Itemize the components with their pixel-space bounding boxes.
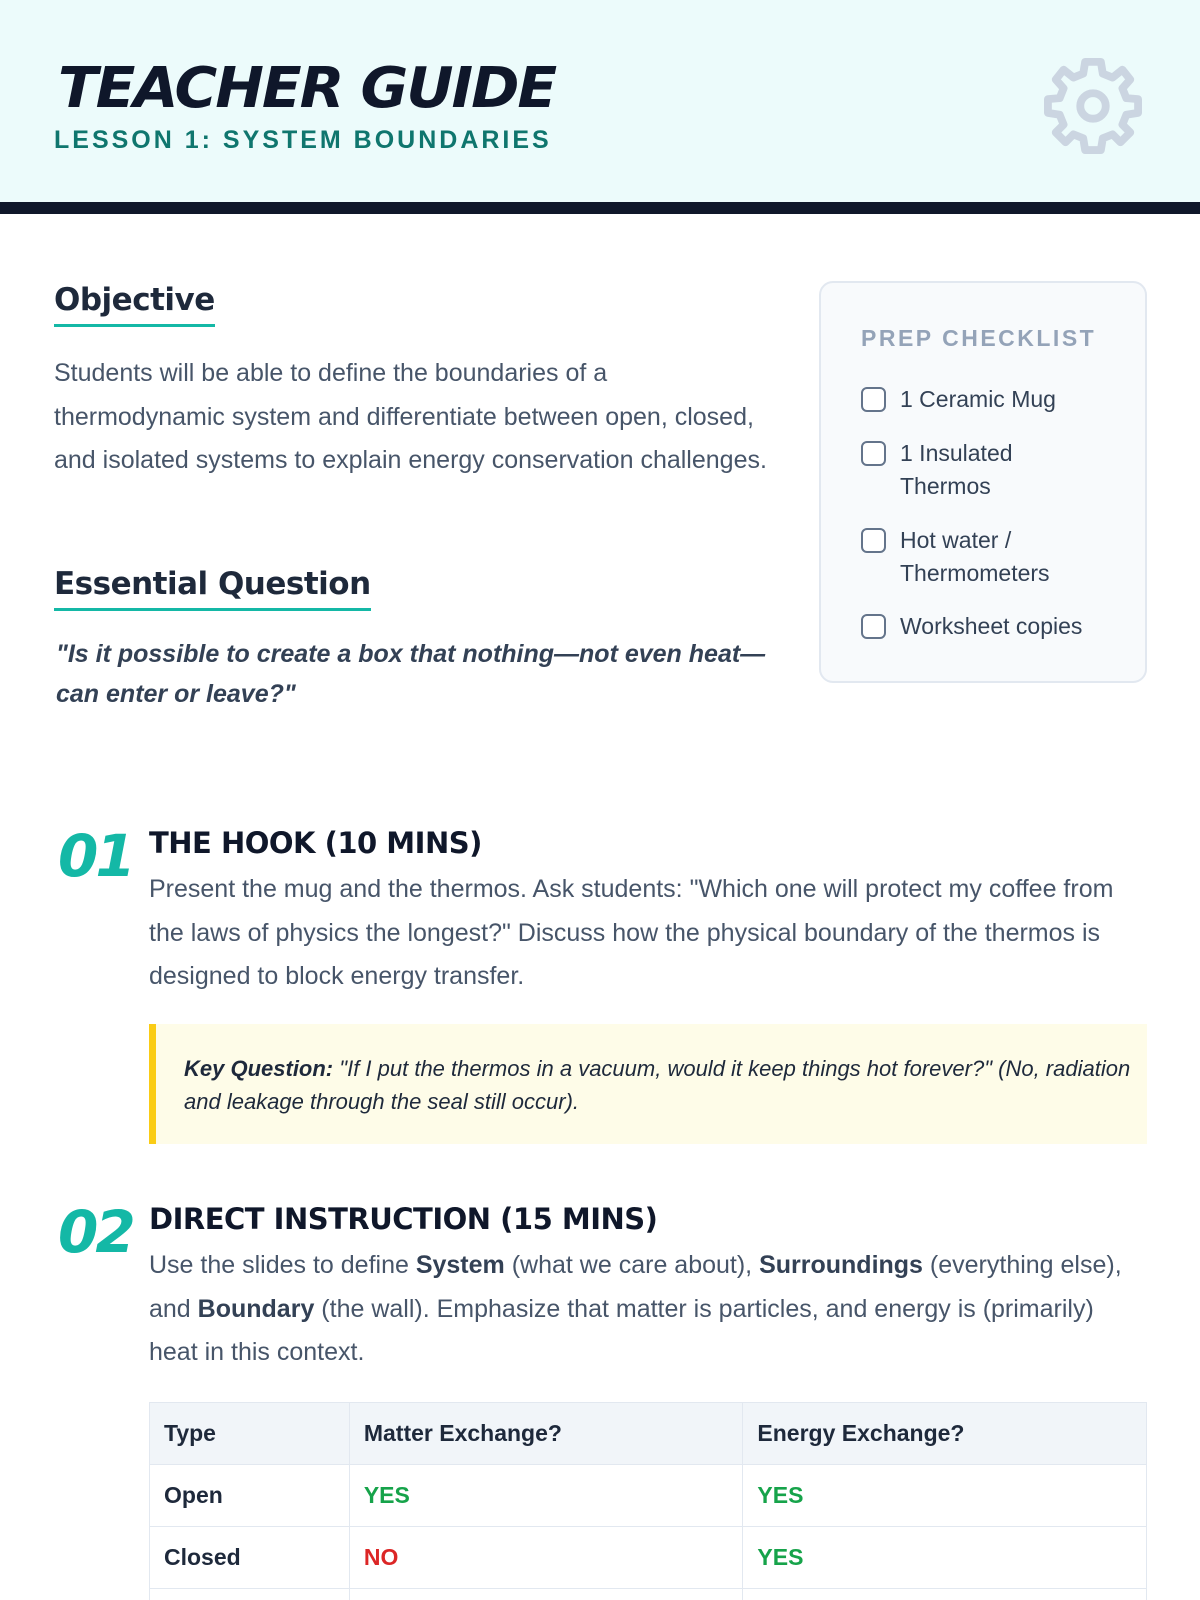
system-type: Closed <box>150 1527 350 1589</box>
objective-text: Students will be able to define the boundaries of a thermodynamic system and differentiate between open, closed, and isolated systems to explain energy conservation challenges. <box>54 359 767 474</box>
matter-exchange: YES <box>349 1465 743 1527</box>
matter-exchange: NO <box>349 1527 743 1589</box>
checklist-item-label: 1 Ceramic Mug <box>900 386 1056 412</box>
key-question-callout <box>149 1024 1147 1144</box>
checkbox[interactable] <box>861 441 886 466</box>
energy-exchange: YES <box>743 1527 1147 1589</box>
checkbox[interactable] <box>861 528 886 553</box>
checklist-item-label: Hot water / Thermometers <box>900 527 1050 586</box>
energy-exchange: YES <box>743 1465 1147 1527</box>
callout-label: Key Question: <box>184 1056 334 1081</box>
essential-question-text: "Is it possible to create a box that nothing—not even heat—can enter or leave?" <box>56 640 766 708</box>
system-types-table <box>149 1402 1147 1600</box>
callout-text: "If I put the thermos in a vacuum, would it keep things hot forever?" (No, radiation and leakage through the seal still occur). <box>184 1056 1131 1114</box>
checklist-item[interactable] <box>861 610 1120 643</box>
step-number: 02 <box>58 1198 133 1266</box>
term-boundary: Boundary <box>197 1294 315 1323</box>
checklist-item[interactable] <box>861 524 1080 590</box>
checkbox[interactable] <box>861 387 886 412</box>
table-row <box>150 1465 1147 1527</box>
lesson-subtitle: LESSON 1: SYSTEM BOUNDARIES <box>54 126 552 154</box>
step-text: Present the mug and the thermos. Ask students: "Which one will protect my coffee from the laws of physics the longest?" Discuss how the physical boundary of the thermos is designed to block energy transfer. <box>149 875 1114 990</box>
table-row <box>150 1527 1147 1589</box>
system-type: Open <box>150 1465 350 1527</box>
step-title: DIRECT INSTRUCTION (15 MINS) <box>149 1202 658 1236</box>
checklist-title: PREP CHECKLIST <box>861 325 1097 351</box>
table-row <box>150 1589 1147 1600</box>
gear-icon[interactable] <box>1044 56 1142 154</box>
objective-heading: Objective <box>54 282 215 327</box>
matter-exchange <box>349 1589 743 1600</box>
system-type <box>150 1589 350 1600</box>
checklist-item-label: Worksheet copies <box>900 613 1083 639</box>
page-header <box>0 0 1200 214</box>
checklist-item[interactable] <box>861 383 1120 416</box>
page-title: TEACHER GUIDE <box>58 56 556 121</box>
term-system: System <box>415 1251 505 1279</box>
checkbox[interactable] <box>861 614 886 639</box>
step-text: Use the slides to define System (what we care about), Surroundings (everything else), and Boundary (the wall). Emphasize that matter is particles, and energy is (primarily) heat in this context. <box>149 1251 1122 1366</box>
checklist-item-label: 1 Insulated Thermos <box>900 440 1013 499</box>
prep-checklist <box>819 281 1147 683</box>
step-title: THE HOOK (10 MINS) <box>149 826 482 860</box>
column-header: Energy Exchange? <box>743 1403 1147 1465</box>
term-surroundings: Surroundings <box>759 1251 923 1279</box>
step-number: 01 <box>58 822 133 890</box>
checklist-item[interactable] <box>861 437 1070 503</box>
energy-exchange <box>743 1589 1147 1600</box>
column-header: Matter Exchange? <box>349 1403 743 1465</box>
table-header-row <box>150 1403 1147 1465</box>
column-header: Type <box>150 1403 350 1465</box>
essential-question-heading: Essential Question <box>54 566 371 611</box>
